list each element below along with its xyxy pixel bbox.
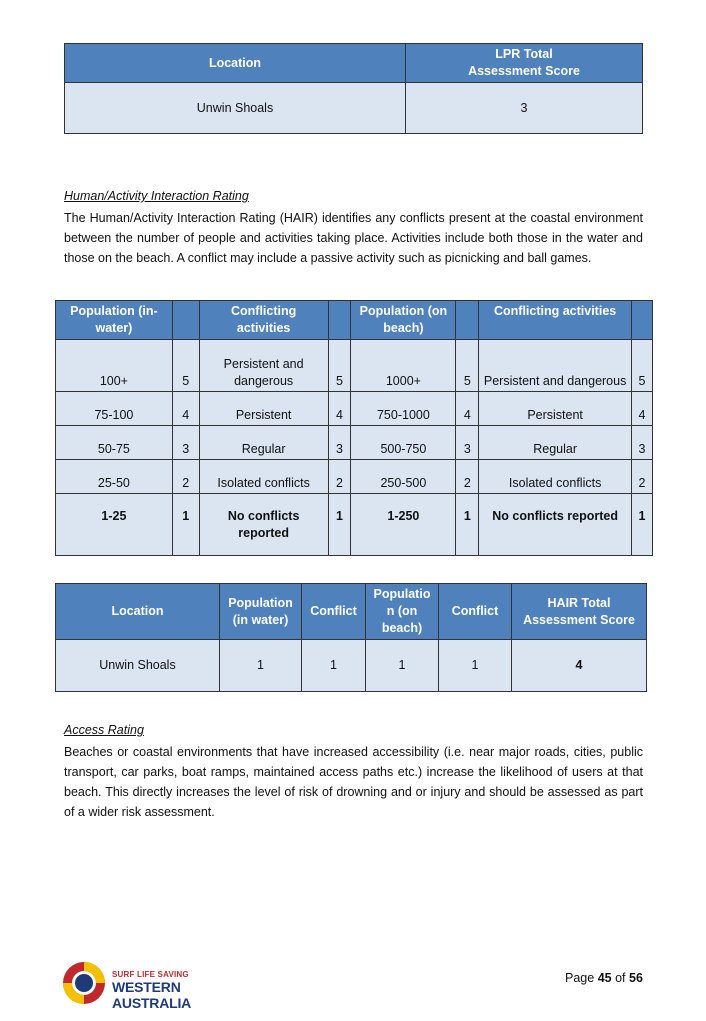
table-cell: No conflicts reported [479, 494, 632, 556]
section-heading: Human/Activity Interaction Rating [64, 189, 249, 203]
header-line: Assessment Score [468, 64, 580, 78]
table-cell: 2 [456, 460, 479, 494]
column-header: Location [56, 584, 220, 640]
table-cell: 4 [328, 392, 351, 426]
table-cell: 5 [631, 340, 652, 392]
column-header: Population (on beach) [351, 301, 456, 340]
table-cell: 25-50 [56, 460, 173, 494]
table-cell: 1 [302, 640, 366, 692]
table-cell: 5 [172, 340, 199, 392]
table-cell: 1 [220, 640, 302, 692]
header-line: LPR Total [495, 47, 553, 61]
table-header-row [56, 584, 647, 640]
page-number [565, 971, 643, 985]
table-cell: Persistent and dangerous [479, 340, 632, 392]
table-cell: 4 [631, 392, 652, 426]
table-cell: 1 [439, 640, 512, 692]
page-label: Page [565, 971, 595, 985]
table-cell: Unwin Shoals [65, 83, 406, 134]
table-cell: 100+ [56, 340, 173, 392]
table-cell: 3 [456, 426, 479, 460]
table-cell: 5 [328, 340, 351, 392]
section-paragraph: The Human/Activity Interaction Rating (HAIR) identifies any conflicts present at the coastal environment between the number of people and activities taking place. Activities include both those in the water and those on the beach. A conflict may include a passive activity such as picnicking and ball games. [64, 211, 643, 265]
column-header: Conflicting activities [479, 301, 632, 340]
table-cell: Unwin Shoals [56, 640, 220, 692]
table-cell: 4 [456, 392, 479, 426]
column-header [631, 301, 652, 340]
table-cell: 4 [172, 392, 199, 426]
table-row [65, 83, 643, 134]
lifesaver-ring-icon [62, 960, 108, 1006]
table-cell: 3 [406, 83, 643, 134]
table-row [56, 340, 653, 392]
table-cell: 1 [172, 494, 199, 556]
table-cell: 1 [456, 494, 479, 556]
table-cell: Persistent [199, 392, 328, 426]
table-cell: 1-25 [56, 494, 173, 556]
table-cell: Regular [479, 426, 632, 460]
table-cell: Regular [199, 426, 328, 460]
column-header [456, 301, 479, 340]
table-cell: 750-1000 [351, 392, 456, 426]
column-header: Conflicting activities [199, 301, 328, 340]
hair-score-table [55, 583, 647, 692]
table-cell: 1000+ [351, 340, 456, 392]
table-cell: 2 [631, 460, 652, 494]
logo-text: SURF LIFE SAVING [112, 970, 189, 979]
table-cell: Persistent [479, 392, 632, 426]
total-pages: 56 [629, 971, 643, 985]
column-header [328, 301, 351, 340]
logo-text: WESTERN AUSTRALIA [112, 979, 192, 1011]
table-row [56, 460, 653, 494]
table-cell: 1-250 [351, 494, 456, 556]
column-header: Conflict [302, 584, 366, 640]
column-header: Population (in-water) [56, 301, 173, 340]
table-header-row [65, 44, 643, 83]
column-header [406, 44, 643, 83]
table-cell: 1 [328, 494, 351, 556]
column-header: Location [65, 44, 406, 83]
table-row [56, 640, 647, 692]
slswa-logo [62, 960, 252, 1011]
table-cell: 2 [172, 460, 199, 494]
table-row [56, 494, 653, 556]
of-label: of [615, 971, 626, 985]
column-header: Conflict [439, 584, 512, 640]
hair-rating-table [55, 300, 653, 556]
table-cell: 75-100 [56, 392, 173, 426]
table-row [56, 426, 653, 460]
table-cell: No conflicts reported [199, 494, 328, 556]
current-page: 45 [597, 971, 612, 985]
lpr-score-table [64, 43, 643, 134]
table-row [56, 392, 653, 426]
table-cell: 2 [328, 460, 351, 494]
table-header-row [56, 301, 653, 340]
column-header: Populatio n (on beach) [366, 584, 439, 640]
table-cell: 3 [631, 426, 652, 460]
column-header: Population (in water) [220, 584, 302, 640]
table-cell: 3 [328, 426, 351, 460]
table-cell: 1 [631, 494, 652, 556]
table-cell: Isolated conflicts [479, 460, 632, 494]
table-cell: 3 [172, 426, 199, 460]
table-cell: Isolated conflicts [199, 460, 328, 494]
table-cell: 250-500 [351, 460, 456, 494]
section-heading: Access Rating [64, 723, 144, 737]
table-cell: 1 [366, 640, 439, 692]
table-cell: 50-75 [56, 426, 173, 460]
table-cell: 4 [512, 640, 647, 692]
table-cell: Persistent and dangerous [199, 340, 328, 392]
column-header: HAIR Total Assessment Score [512, 584, 647, 640]
table-cell: 5 [456, 340, 479, 392]
section-paragraph: Beaches or coastal environments that have increased accessibility (i.e. near major roads, cities, public transport, car parks, boat ramps, maintained access paths etc.) increase the likelihood of users at that beach. This directly increases the level of risk of drowning and or injury and should be assessed as part of a wider risk assessment. [64, 745, 643, 819]
column-header [172, 301, 199, 340]
table-cell: 500-750 [351, 426, 456, 460]
